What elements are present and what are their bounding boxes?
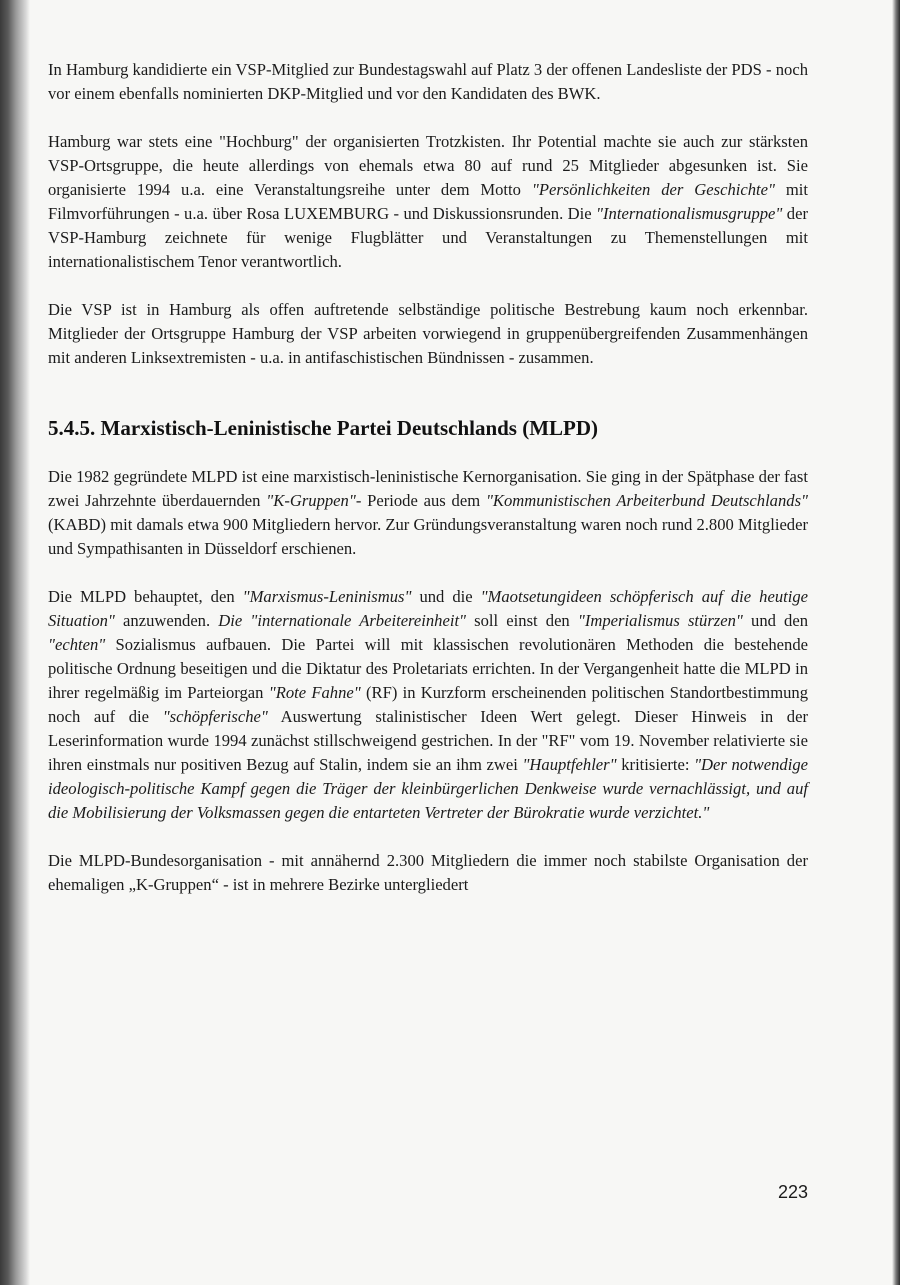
page-body [48,58,808,897]
quote-internationalismusgruppe: "Internationalismusgruppe" [596,204,783,223]
paragraph-mlpd-ideology: Die MLPD behauptet, den "Marxismus-Leninismus" und die "Maotsetungideen schöpferisch auf die heutige Situation" anzuwenden. Die "internationale Arbeitereinheit" soll einst den "Imperialismus stürzen" und den "echten" Sozialismus aufbauen. Die Partei will mit klassischen revolutionären Methoden die bestehende politische Ordnung beseitigen und die Diktatur des Proletariats errichten. In der Vergangenheit hatte die MLPD in ihrer regelmäßig im Parteiorgan "Rote Fahne" (RF) in Kurzform erscheinenden politischen Standortbestimmung noch auf die "schöpferische" Auswertung stalinistischer Ideen Wert gelegt. Dieser Hinweis in der Leserinformation wurde 1994 zunächst stillschweigend gestrichen. In der "RF" vom 19. November relativierte sie ihren einstmals nur positiven Bezug auf Stalin, indem sie an ihm zwei "Hauptfehler" kritisierte: "Der notwendige ideologisch-politische Kampf gegen die Träger der kleinbürgerlichen Denkweise wurde vernachlässigt, und auf die Mobilisierung der Volksmassen gegen die entarteten Vertreter der Bürokratie wurde verzichtet." [48,587,809,822]
page-number: 223 [777,1182,808,1202]
scan-right-edge [892,0,900,1285]
section-heading-mlpd: 5.4.5. Marxistisch-Leninistische Partei Deutschlands (MLPD) [48,416,599,440]
paragraph-mlpd-founding: Die 1982 gegründete MLPD ist eine marxistisch-leninistische Kernorganisation. Sie ging in der Spätphase der fast zwei Jahrzehnte überdauernden "K-Gruppen"- Periode aus dem "Kommunistischen Arbeiterbund Deutschlands" (KABD) mit damals etwa 900 Mitgliedern hervor. Zur Gründungsveranstaltung waren noch rund 2.800 Mitglieder und Sympathisanten in Düsseldorf erschienen. [48,467,808,558]
paragraph-vsp-hamburg-election: In Hamburg kandidierte ein VSP-Mitglied zur Bundestagswahl auf Platz 3 der offenen Landesliste der PDS - noch vor einem ebenfalls nominierten DKP-Mitglied und vor den Kandidaten des BWK. [48,60,808,103]
paragraph-vsp-hamburg-status: Die VSP ist in Hamburg als offen auftretende selbständige politische Bestrebung kaum noch erkennbar. Mitglieder der Ortsgruppe Hamburg der VSP arbeiten vorwiegend in gruppenübergreifenden Zusammenhängen mit anderen Linksextremisten - u.a. in antifaschistischen Bündnissen - zusammen. [48,300,808,367]
quote-persoenlichkeiten: "Persönlichkeiten der Geschichte" [531,180,775,199]
paragraph-vsp-hamburg-stronghold: Hamburg war stets eine "Hochburg" der organisierten Trotzkisten. Ihr Potential machte sie auch zur stärksten VSP-Ortsgruppe, die heute allerdings von ehemals etwa 80 auf rund 25 Mitglieder abgesunken ist. Sie organisierte 1994 u.a. eine Veranstaltungsreihe unter dem Motto "Persönlichkeiten der Geschichte" mit Filmvorführungen - u.a. über Rosa LUXEMBURG - und Diskussionsrunden. Die "Internationalismusgruppe" der VSP-Hamburg zeichnete für wenige Flugblätter und Veranstaltungen zu Themenstellungen mit internationalistischem Tenor verantwortlich. [48,132,809,271]
quote-stalin-criticism: "Der notwendige ideologisch-politische Kampf gegen die Träger der kleinbürgerlichen Denkweise wurde vernachlässigt, und auf die Mobilisierung der Volksmassen gegen die entarteten Vertreter der Bürokratie wurde verzichtet." [48,755,808,822]
paragraph-mlpd-organisation: Die MLPD-Bundesorganisation - mit annähernd 2.300 Mitgliedern die immer noch stabilste Organisation der ehemaligen „K-Gruppen“ - ist in mehrere Bezirke untergliedert [48,851,808,894]
scan-binding-shadow [0,0,30,1285]
quote-kabd: "Kommunistischen Arbeiterbund Deutschlands" [485,491,808,510]
quote-k-gruppen: "K-Gruppen" [266,491,356,510]
